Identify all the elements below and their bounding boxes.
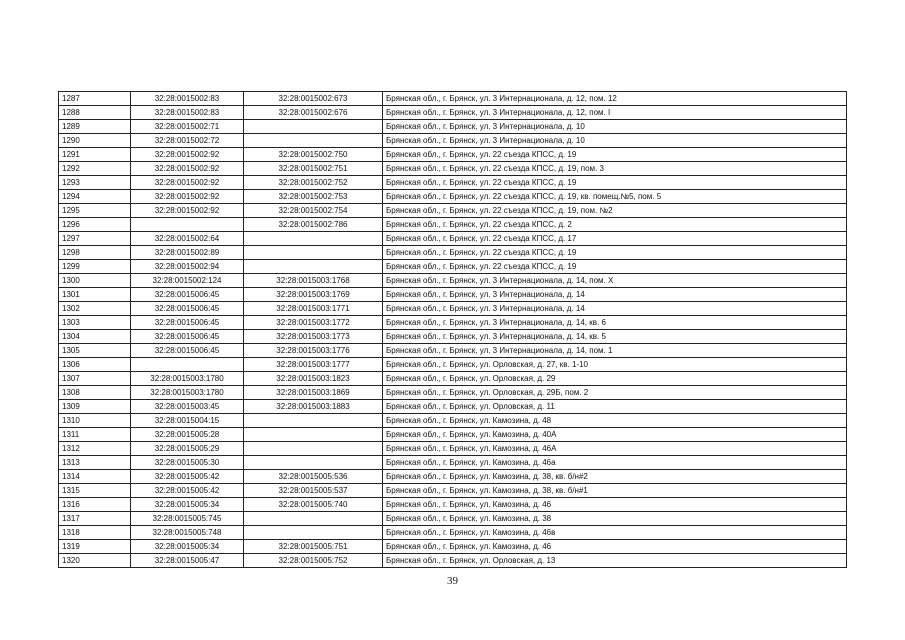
row-number-cell: 1287 [59, 92, 131, 106]
row-number-cell: 1289 [59, 120, 131, 134]
secondary-cadastral-number-cell: 32:28:0015003:1823 [244, 372, 383, 386]
row-number-cell: 1288 [59, 106, 131, 120]
cadastral-number-cell: 32:28:0015005:42 [131, 484, 244, 498]
address-cell: Брянская обл., г. Брянск, ул. Орловская, д. 13 [383, 554, 847, 568]
secondary-cadastral-number-cell: 32:28:0015003:1777 [244, 358, 383, 372]
address-cell: Брянская обл., г. Брянск, ул. Камозина, д. 48 [383, 414, 847, 428]
cadastral-number-cell: 32:28:0015005:30 [131, 456, 244, 470]
row-number-cell: 1314 [59, 470, 131, 484]
table-row [59, 246, 847, 260]
secondary-cadastral-number-cell: 32:28:0015003:1768 [244, 274, 383, 288]
cadastral-number-cell: 32:28:0015002:92 [131, 148, 244, 162]
row-number-cell: 1311 [59, 428, 131, 442]
table-row [59, 498, 847, 512]
secondary-cadastral-number-cell [244, 120, 383, 134]
row-number-cell: 1315 [59, 484, 131, 498]
cadastral-number-cell: 32:28:0015005:745 [131, 512, 244, 526]
secondary-cadastral-number-cell [244, 232, 383, 246]
cadastral-number-cell: 32:28:0015002:89 [131, 246, 244, 260]
table-row [59, 526, 847, 540]
row-number-cell: 1292 [59, 162, 131, 176]
address-cell: Брянская обл., г. Брянск, ул. 3 Интернационала, д. 12, пом. 12 [383, 92, 847, 106]
secondary-cadastral-number-cell [244, 428, 383, 442]
address-cell: Брянская обл., г. Брянск, ул. 22 съезда КПСС, д. 19, пом. 3 [383, 162, 847, 176]
cadastral-number-cell: 32:28:0015006:45 [131, 288, 244, 302]
cadastral-number-cell [131, 218, 244, 232]
address-cell: Брянская обл., г. Брянск, ул. 3 Интернационала, д. 10 [383, 134, 847, 148]
row-number-cell: 1291 [59, 148, 131, 162]
cadastral-number-cell: 32:28:0015003:1780 [131, 386, 244, 400]
address-cell: Брянская обл., г. Брянск, ул. 22 съезда КПСС, д. 2 [383, 218, 847, 232]
row-number-cell: 1302 [59, 302, 131, 316]
cadastral-number-cell: 32:28:0015002:72 [131, 134, 244, 148]
address-cell: Брянская обл., г. Брянск, ул. Камозина, д. 46 [383, 540, 847, 554]
address-cell: Брянская обл., г. Брянск, ул. 22 съезда КПСС, д. 19 [383, 246, 847, 260]
secondary-cadastral-number-cell: 32:28:0015003:1869 [244, 386, 383, 400]
address-cell: Брянская обл., г. Брянск, ул. 22 съезда КПСС, д. 19 [383, 260, 847, 274]
address-cell: Брянская обл., г. Брянск, ул. Орловская, д. 29 [383, 372, 847, 386]
secondary-cadastral-number-cell: 32:28:0015005:751 [244, 540, 383, 554]
table-row [59, 330, 847, 344]
address-cell: Брянская обл., г. Брянск, ул. Камозина, д. 46а [383, 456, 847, 470]
row-number-cell: 1301 [59, 288, 131, 302]
table-row [59, 372, 847, 386]
table-row [59, 92, 847, 106]
table-row [59, 148, 847, 162]
cadastral-number-cell: 32:28:0015002:92 [131, 162, 244, 176]
address-cell: Брянская обл., г. Брянск, ул. 22 съезда КПСС, д. 19, кв. помещ.№5, пом. 5 [383, 190, 847, 204]
cadastral-number-cell: 32:28:0015006:45 [131, 330, 244, 344]
cadastral-number-cell: 32:28:0015003:1780 [131, 372, 244, 386]
secondary-cadastral-number-cell: 32:28:0015002:753 [244, 190, 383, 204]
cadastral-number-cell: 32:28:0015002:92 [131, 176, 244, 190]
row-number-cell: 1310 [59, 414, 131, 428]
address-cell: Брянская обл., г. Брянск, ул. 3 Интернационала, д. 12, пом. I [383, 106, 847, 120]
secondary-cadastral-number-cell [244, 260, 383, 274]
cadastral-number-cell: 32:28:0015002:92 [131, 190, 244, 204]
cadastral-number-cell: 32:28:0015005:748 [131, 526, 244, 540]
row-number-cell: 1295 [59, 204, 131, 218]
secondary-cadastral-number-cell: 32:28:0015002:754 [244, 204, 383, 218]
cadastral-number-cell: 32:28:0015005:28 [131, 428, 244, 442]
cadastral-number-cell: 32:28:0015006:45 [131, 316, 244, 330]
secondary-cadastral-number-cell: 32:28:0015002:673 [244, 92, 383, 106]
table-row [59, 400, 847, 414]
secondary-cadastral-number-cell: 32:28:0015005:752 [244, 554, 383, 568]
cadastral-number-cell: 32:28:0015002:64 [131, 232, 244, 246]
row-number-cell: 1309 [59, 400, 131, 414]
row-number-cell: 1313 [59, 456, 131, 470]
cadastral-number-cell: 32:28:0015002:92 [131, 204, 244, 218]
secondary-cadastral-number-cell: 32:28:0015002:751 [244, 162, 383, 176]
table-row [59, 232, 847, 246]
table-row [59, 358, 847, 372]
cadastral-number-cell: 32:28:0015002:124 [131, 274, 244, 288]
secondary-cadastral-number-cell [244, 442, 383, 456]
table-row [59, 274, 847, 288]
address-cell: Брянская обл., г. Брянск, ул. Камозина, д. 46в [383, 526, 847, 540]
table-row [59, 162, 847, 176]
cadastral-number-cell: 32:28:0015006:45 [131, 302, 244, 316]
table-row [59, 540, 847, 554]
table-row [59, 344, 847, 358]
secondary-cadastral-number-cell: 32:28:0015002:750 [244, 148, 383, 162]
table-row [59, 316, 847, 330]
cadastral-number-cell: 32:28:0015005:47 [131, 554, 244, 568]
cadastral-number-cell: 32:28:0015003:45 [131, 400, 244, 414]
address-cell: Брянская обл., г. Брянск, ул. 22 съезда КПСС, д. 19, пом. №2 [383, 204, 847, 218]
row-number-cell: 1317 [59, 512, 131, 526]
property-register-table [58, 91, 847, 568]
table-row [59, 554, 847, 568]
cadastral-number-cell: 32:28:0015005:29 [131, 442, 244, 456]
row-number-cell: 1300 [59, 274, 131, 288]
address-cell: Брянская обл., г. Брянск, ул. 3 Интернационала, д. 14 [383, 302, 847, 316]
secondary-cadastral-number-cell [244, 526, 383, 540]
secondary-cadastral-number-cell [244, 134, 383, 148]
address-cell: Брянская обл., г. Брянск, ул. 3 Интернационала, д. 14, пом. X [383, 274, 847, 288]
address-cell: Брянская обл., г. Брянск, ул. 3 Интернационала, д. 14 [383, 288, 847, 302]
row-number-cell: 1316 [59, 498, 131, 512]
row-number-cell: 1306 [59, 358, 131, 372]
address-cell: Брянская обл., г. Брянск, ул. Камозина, д. 38, кв. б/н#2 [383, 470, 847, 484]
cadastral-number-cell: 32:28:0015006:45 [131, 344, 244, 358]
table-row [59, 204, 847, 218]
address-cell: Брянская обл., г. Брянск, ул. 3 Интернационала, д. 14, кв. 5 [383, 330, 847, 344]
table-row [59, 190, 847, 204]
address-cell: Брянская обл., г. Брянск, ул. Камозина, д. 38 [383, 512, 847, 526]
page-number: 39 [447, 575, 458, 587]
cadastral-number-cell: 32:28:0015002:94 [131, 260, 244, 274]
row-number-cell: 1299 [59, 260, 131, 274]
address-cell: Брянская обл., г. Брянск, ул. 22 съезда КПСС, д. 19 [383, 148, 847, 162]
address-cell: Брянская обл., г. Брянск, ул. 3 Интернационала, д. 14, кв. 6 [383, 316, 847, 330]
address-cell: Брянская обл., г. Брянск, ул. Камозина, д. 38, кв. б/н#1 [383, 484, 847, 498]
address-cell: Брянская обл., г. Брянск, ул. 3 Интернационала, д. 14, пом. 1 [383, 344, 847, 358]
row-number-cell: 1318 [59, 526, 131, 540]
table-row [59, 484, 847, 498]
row-number-cell: 1308 [59, 386, 131, 400]
table-row [59, 386, 847, 400]
row-number-cell: 1320 [59, 554, 131, 568]
table-row [59, 442, 847, 456]
cadastral-number-cell: 32:28:0015002:71 [131, 120, 244, 134]
table-row [59, 456, 847, 470]
secondary-cadastral-number-cell [244, 456, 383, 470]
table-row [59, 218, 847, 232]
cadastral-number-cell: 32:28:0015005:42 [131, 470, 244, 484]
row-number-cell: 1319 [59, 540, 131, 554]
row-number-cell: 1290 [59, 134, 131, 148]
cadastral-number-cell [131, 358, 244, 372]
table-row [59, 134, 847, 148]
table-row [59, 470, 847, 484]
address-cell: Брянская обл., г. Брянск, ул. Камозина, д. 46А [383, 442, 847, 456]
cadastral-number-cell: 32:28:0015005:34 [131, 540, 244, 554]
secondary-cadastral-number-cell: 32:28:0015003:1769 [244, 288, 383, 302]
secondary-cadastral-number-cell: 32:28:0015005:740 [244, 498, 383, 512]
address-cell: Брянская обл., г. Брянск, ул. Орловская, д. 29Б, пом. 2 [383, 386, 847, 400]
table-row [59, 414, 847, 428]
table-row [59, 260, 847, 274]
secondary-cadastral-number-cell: 32:28:0015005:537 [244, 484, 383, 498]
row-number-cell: 1294 [59, 190, 131, 204]
secondary-cadastral-number-cell: 32:28:0015003:1772 [244, 316, 383, 330]
address-cell: Брянская обл., г. Брянск, ул. 3 Интернационала, д. 10 [383, 120, 847, 134]
address-cell: Брянская обл., г. Брянск, ул. Камозина, д. 40А [383, 428, 847, 442]
cadastral-number-cell: 32:28:0015004:15 [131, 414, 244, 428]
row-number-cell: 1312 [59, 442, 131, 456]
secondary-cadastral-number-cell: 32:28:0015002:786 [244, 218, 383, 232]
row-number-cell: 1297 [59, 232, 131, 246]
row-number-cell: 1307 [59, 372, 131, 386]
address-cell: Брянская обл., г. Брянск, ул. Камозина, д. 46 [383, 498, 847, 512]
table-row [59, 302, 847, 316]
address-cell: Брянская обл., г. Брянск, ул. 22 съезда КПСС, д. 17 [383, 232, 847, 246]
secondary-cadastral-number-cell: 32:28:0015003:1771 [244, 302, 383, 316]
row-number-cell: 1293 [59, 176, 131, 190]
table-body [59, 92, 847, 568]
table-row [59, 428, 847, 442]
table-row [59, 288, 847, 302]
table-row [59, 512, 847, 526]
secondary-cadastral-number-cell: 32:28:0015003:1773 [244, 330, 383, 344]
table-row [59, 106, 847, 120]
row-number-cell: 1304 [59, 330, 131, 344]
secondary-cadastral-number-cell: 32:28:0015003:1776 [244, 344, 383, 358]
secondary-cadastral-number-cell [244, 414, 383, 428]
address-cell: Брянская обл., г. Брянск, ул. 22 съезда КПСС, д. 19 [383, 176, 847, 190]
table-row [59, 176, 847, 190]
row-number-cell: 1296 [59, 218, 131, 232]
secondary-cadastral-number-cell [244, 246, 383, 260]
row-number-cell: 1305 [59, 344, 131, 358]
secondary-cadastral-number-cell: 32:28:0015005:536 [244, 470, 383, 484]
table-row [59, 120, 847, 134]
row-number-cell: 1303 [59, 316, 131, 330]
secondary-cadastral-number-cell: 32:28:0015003:1883 [244, 400, 383, 414]
address-cell: Брянская обл., г. Брянск, ул. Орловская, д. 11 [383, 400, 847, 414]
secondary-cadastral-number-cell: 32:28:0015002:752 [244, 176, 383, 190]
secondary-cadastral-number-cell [244, 512, 383, 526]
cadastral-number-cell: 32:28:0015002:83 [131, 92, 244, 106]
secondary-cadastral-number-cell: 32:28:0015002:676 [244, 106, 383, 120]
address-cell: Брянская обл., г. Брянск, ул. Орловская, д. 27, кв. 1-10 [383, 358, 847, 372]
cadastral-number-cell: 32:28:0015005:34 [131, 498, 244, 512]
cadastral-number-cell: 32:28:0015002:83 [131, 106, 244, 120]
row-number-cell: 1298 [59, 246, 131, 260]
